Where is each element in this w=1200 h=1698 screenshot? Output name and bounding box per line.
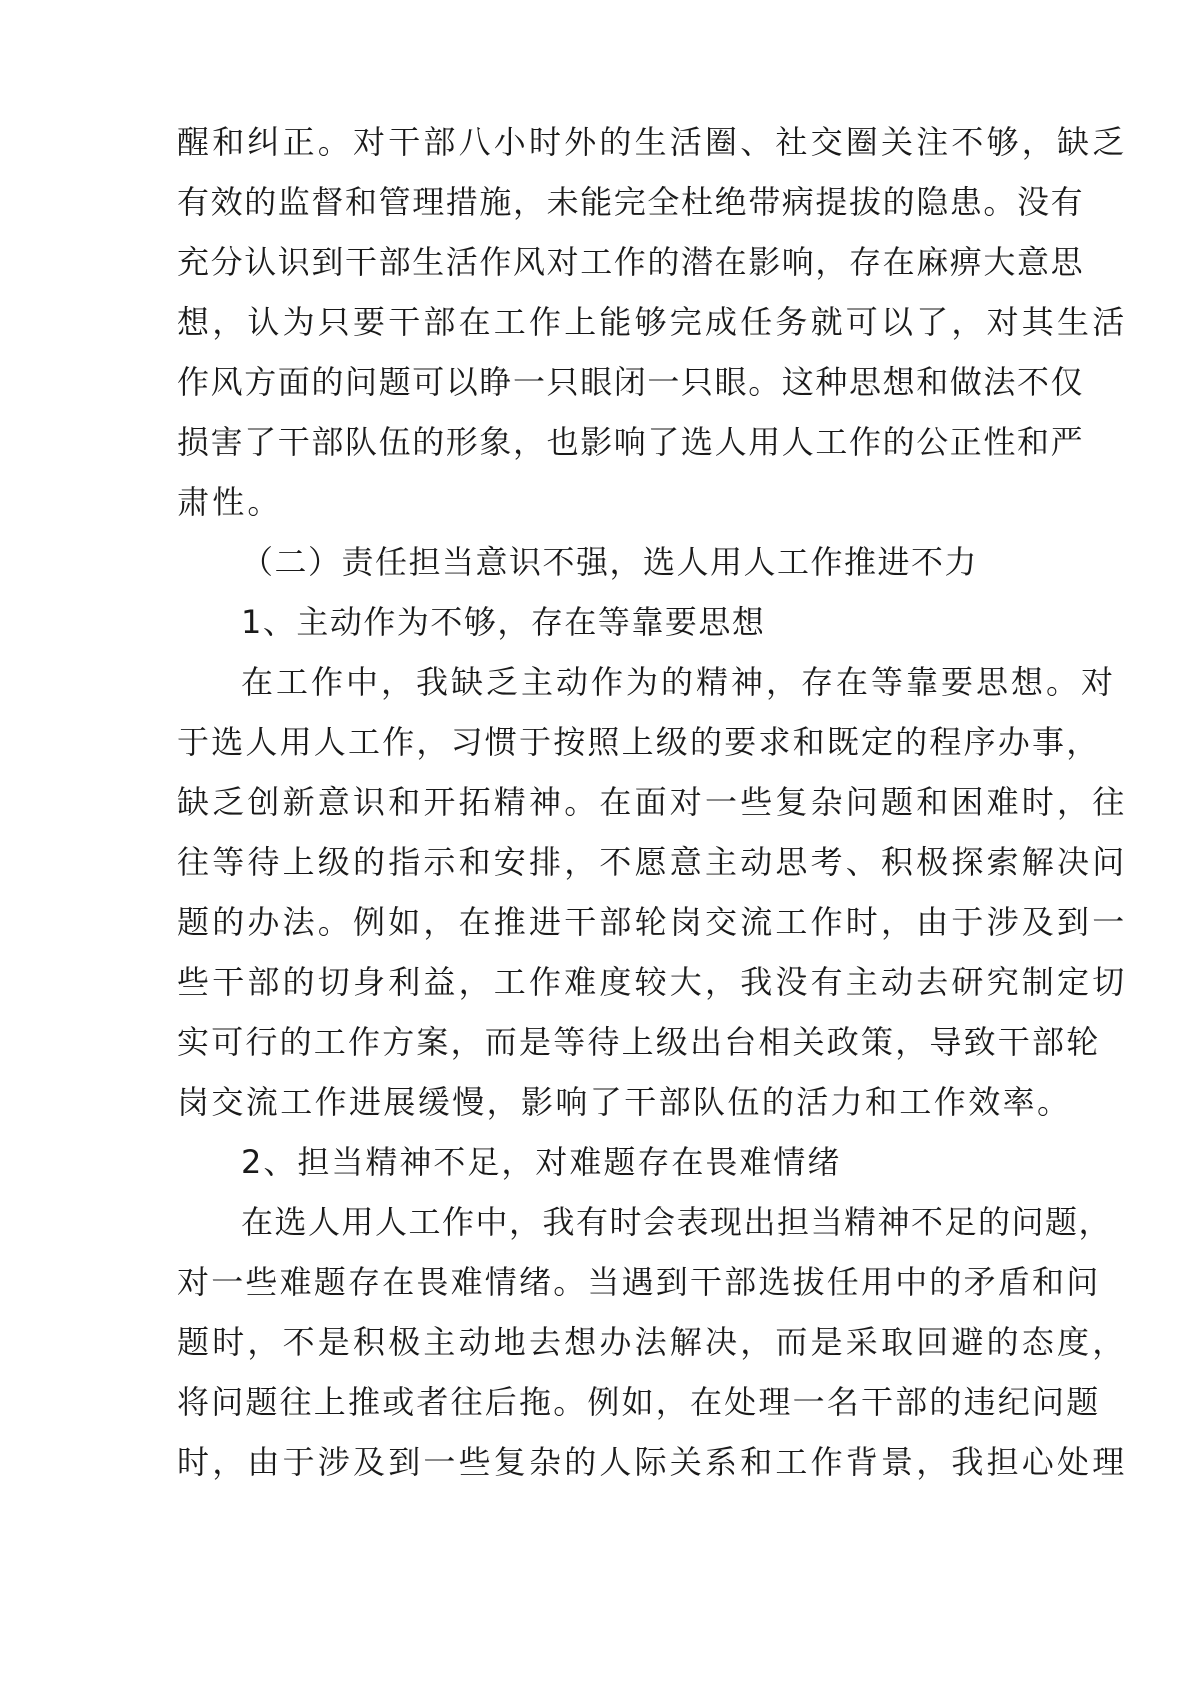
text-line: 往等待上级的指示和安排，不愿意主动思考、积极探索解决问 [177,843,1128,881]
subsection-heading: 2、担当精神不足，对难题存在畏难情绪 [241,1143,842,1181]
text-line: 题的办法。例如，在推进干部轮岗交流工作时，由于涉及到一 [177,903,1128,941]
text-line: 缺乏创新意识和开拓精神。在面对一些复杂问题和困难时，往 [177,783,1128,821]
text-line: 作风方面的问题可以睁一只眼闭一只眼。这种思想和做法不仅 [177,363,1085,401]
text-line: 些干部的切身利益，工作难度较大，我没有主动去研究制定切 [177,963,1128,1001]
text-line: 于选人用人工作，习惯于按照上级的要求和既定的程序办事， [177,723,1101,761]
text-line: 实可行的工作方案，而是等待上级出台相关政策，导致干部轮 [177,1023,1101,1061]
text-line: 有效的监督和管理措施，未能完全杜绝带病提拔的隐患。没有 [177,183,1085,221]
text-line: 想，认为只要干部在工作上能够完成任务就可以了，对其生活 [177,303,1128,341]
text-line: 充分认识到干部生活作风对工作的潜在影响，存在麻痹大意思 [177,243,1085,281]
text-line: 题时，不是积极主动地去想办法解决，而是采取回避的态度， [177,1323,1128,1361]
text-line: 对一些难题存在畏难情绪。当遇到干部选拔任用中的矛盾和问 [177,1263,1101,1301]
text-line: 肃性。 [177,483,283,521]
text-line: 时，由于涉及到一些复杂的人际关系和工作背景，我担心处理 [177,1443,1128,1481]
text-line: 在选人用人工作中，我有时会表现出担当精神不足的问题， [241,1203,1113,1241]
text-line: 醒和纠正。对干部八小时外的生活圈、社交圈关注不够，缺乏 [177,123,1128,161]
text-line: 损害了干部队伍的形象，也影响了选人用人工作的公正性和严 [177,423,1085,461]
subsection-heading: 1、主动作为不够，存在等靠要思想 [241,603,766,641]
text-line: 岗交流工作进展缓慢，影响了干部队伍的活力和工作效率。 [177,1083,1072,1121]
text-line: 将问题往上推或者往后拖。例如，在处理一名干部的违纪问题 [177,1383,1101,1421]
text-line: 在工作中，我缺乏主动作为的精神，存在等靠要思想。对 [241,663,1117,701]
section-heading: （二）责任担当意识不强，选人用人工作推进不力 [241,543,979,581]
